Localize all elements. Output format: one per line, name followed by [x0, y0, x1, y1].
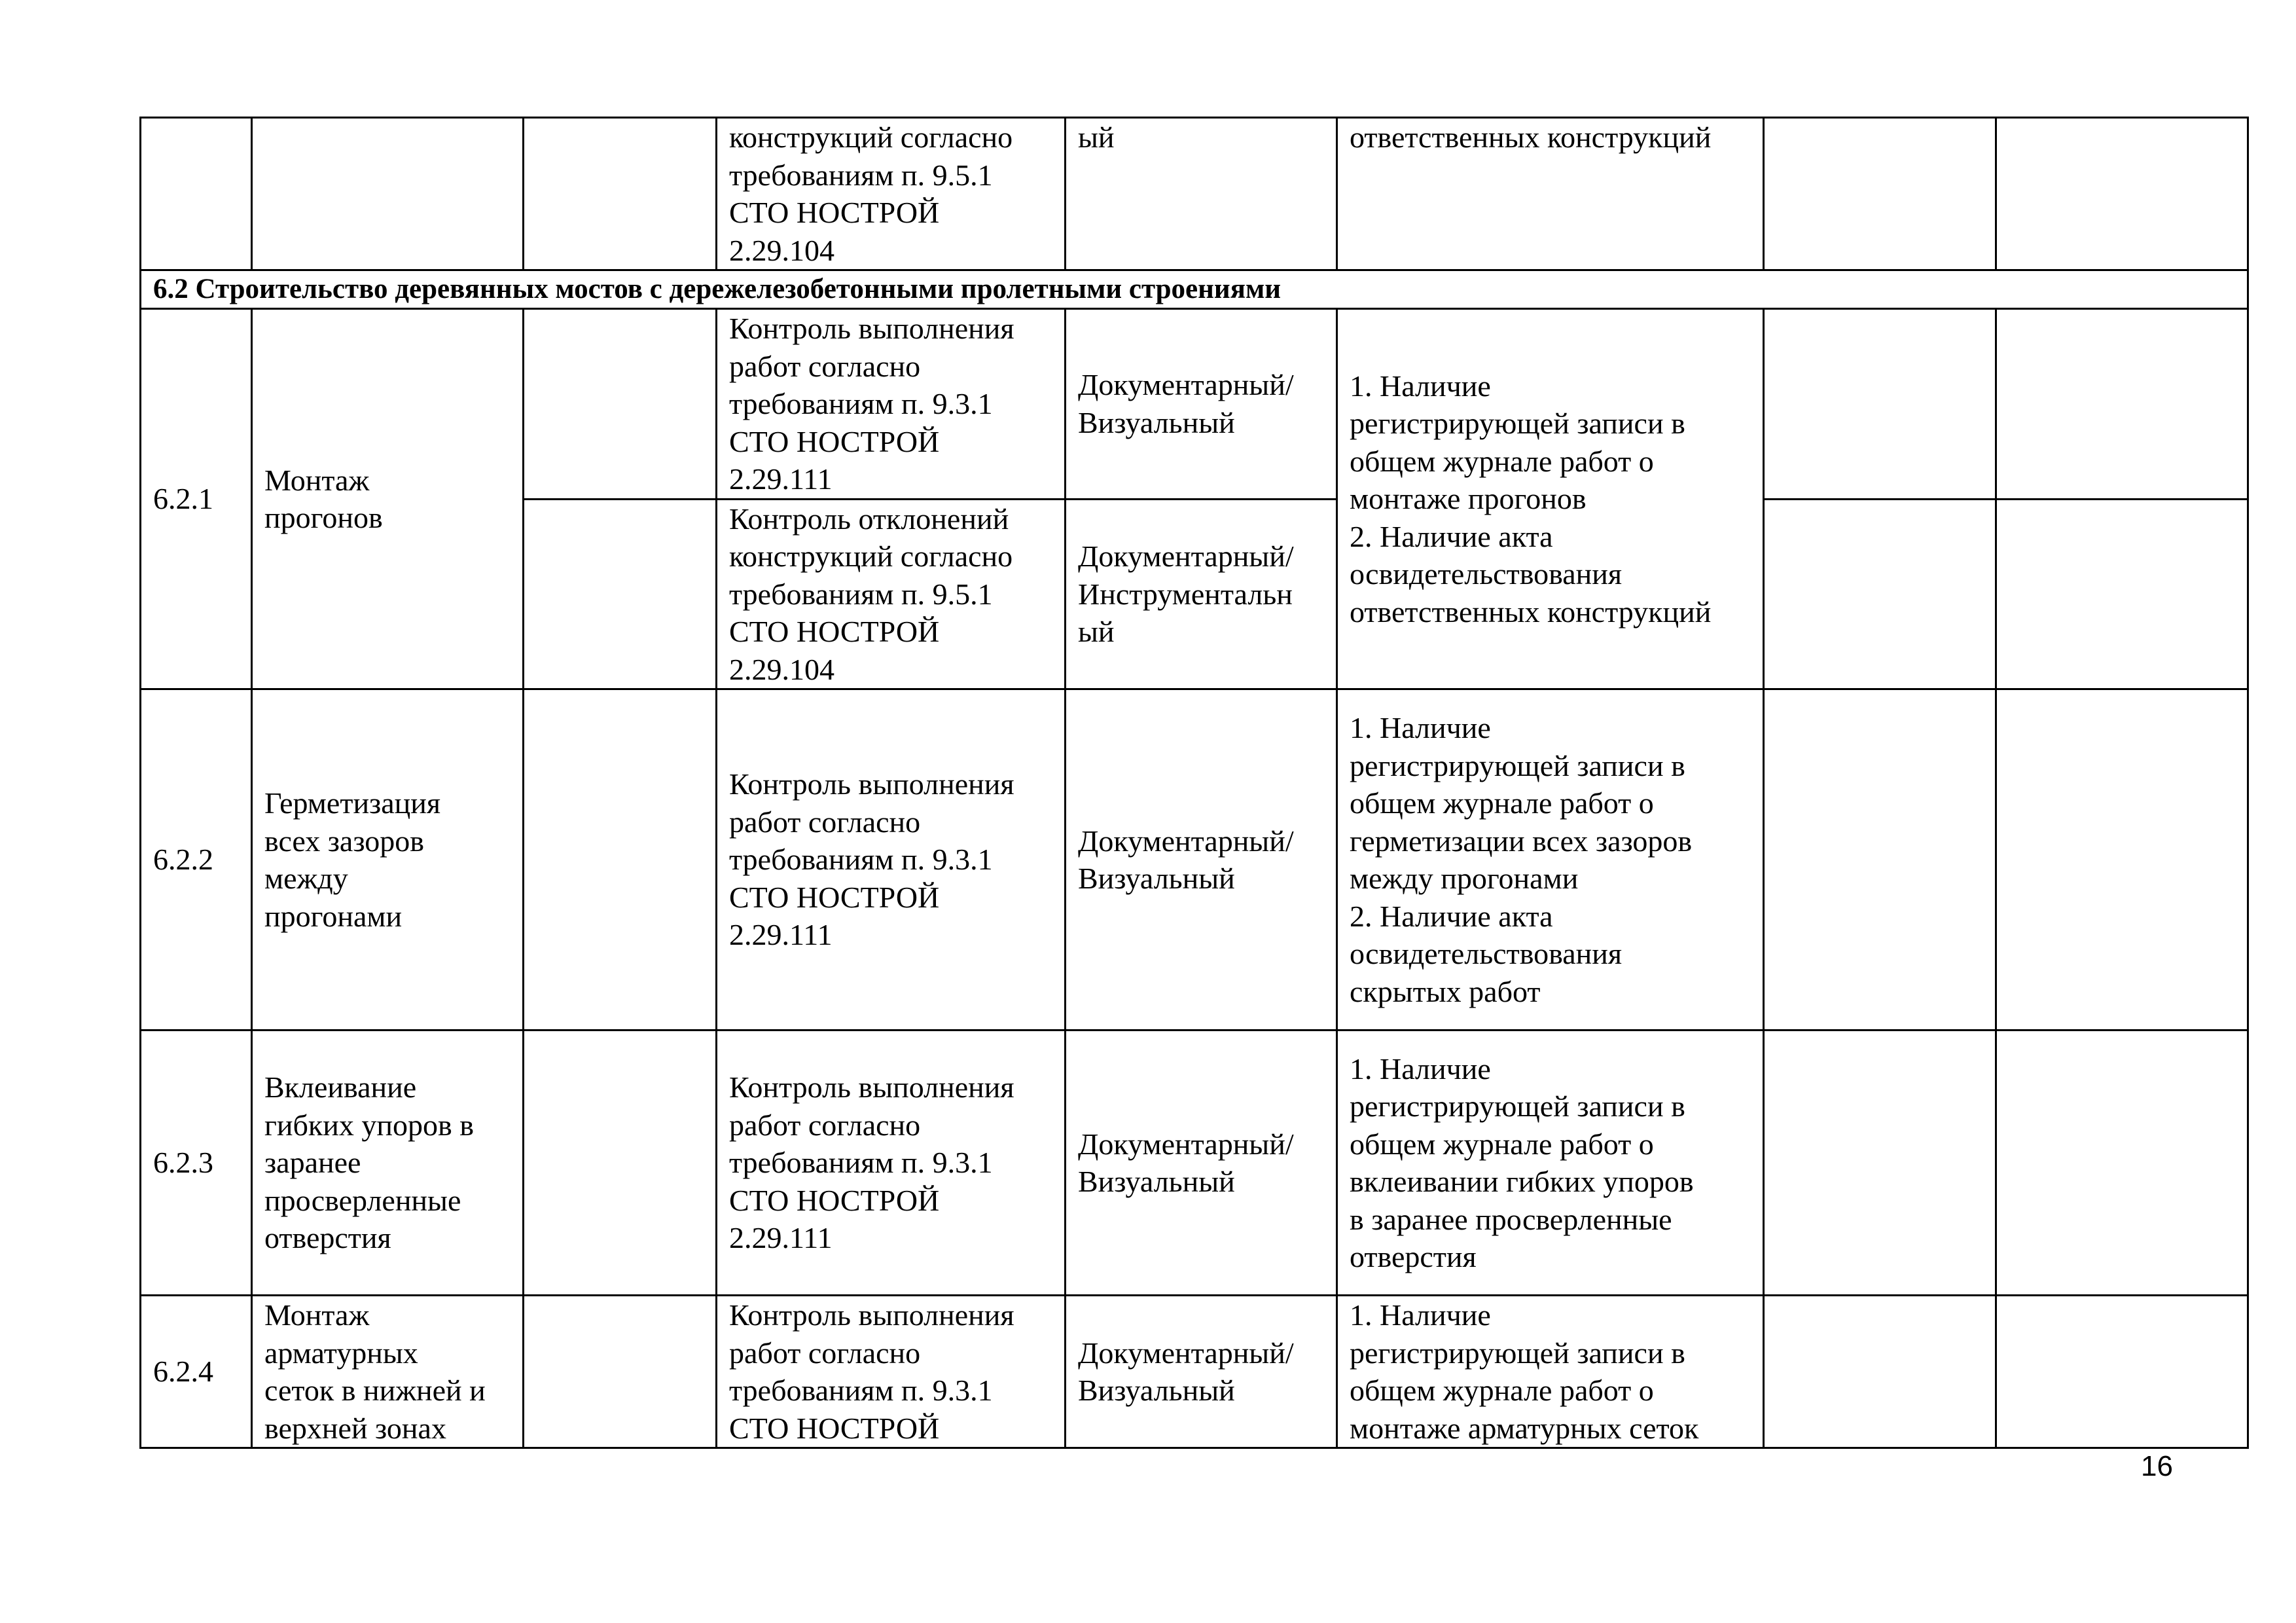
section-heading: 6.2 Строительство деревянных мостов с дережелезобетонными пролетными строениями	[141, 270, 2248, 309]
cell-empty	[1764, 118, 1996, 270]
cell-documents: ответственных конструкций	[1337, 118, 1764, 270]
control-object: Контроль отклонений конструкций согласно требованиям п. 9.5.1 СТО НОСТРОЙ 2.29.104	[717, 499, 1066, 689]
documents: 1. Наличие регистрирующей записи в общем журнале работ о вклеивании гибких упоров в заранее просверленные отверстия	[1337, 1030, 1764, 1296]
row-number: 6.2.1	[141, 309, 252, 689]
cell-empty	[1764, 499, 1996, 689]
documents: 1. Наличие регистрирующей записи в общем журнале работ о монтаже прогонов 2. Наличие акта освидетельствования ответственных конструкций	[1337, 309, 1764, 689]
cell-empty	[524, 309, 717, 500]
table-row	[141, 689, 2248, 1030]
cell-method: ый	[1066, 118, 1337, 270]
row-number: 6.2.2	[141, 689, 252, 1030]
cell-empty	[1764, 689, 1996, 1030]
control-method: Документарный/ Визуальный	[1066, 1296, 1337, 1448]
documents: 1. Наличие регистрирующей записи в общем журнале работ о монтаже арматурных сеток	[1337, 1296, 1764, 1448]
cell-empty	[1764, 1030, 1996, 1296]
cell-empty	[1996, 118, 2248, 270]
documents: 1. Наличие регистрирующей записи в общем журнале работ о герметизации всех зазоров между прогонами 2. Наличие акта освидетельствования скрытых работ	[1337, 689, 1764, 1030]
work-name: Герметизация всех зазоров между прогонами	[252, 689, 524, 1030]
cell-num	[141, 118, 252, 270]
cell-work	[252, 118, 524, 270]
page-number: 16	[2141, 1450, 2173, 1482]
work-name: Вклеивание гибких упоров в заранее просверленные отверстия	[252, 1030, 524, 1296]
work-name: Монтаж арматурных сеток в нижней и верхней зонах	[252, 1296, 524, 1448]
control-table	[139, 117, 2249, 1449]
control-method: Документарный/ Инструментальн ый	[1066, 499, 1337, 689]
work-name: Монтаж прогонов	[252, 309, 524, 689]
control-method: Документарный/ Визуальный	[1066, 309, 1337, 500]
control-object: Контроль выполнения работ согласно требованиям п. 9.3.1 СТО НОСТРОЙ	[717, 1296, 1066, 1448]
row-number: 6.2.4	[141, 1296, 252, 1448]
control-object: Контроль выполнения работ согласно требованиям п. 9.3.1 СТО НОСТРОЙ 2.29.111	[717, 689, 1066, 1030]
cell-empty	[524, 118, 717, 270]
cell-empty	[524, 1030, 717, 1296]
cell-control-object: конструкций согласно требованиям п. 9.5.1 СТО НОСТРОЙ 2.29.104	[717, 118, 1066, 270]
table-row	[141, 1296, 2248, 1448]
cell-empty	[524, 1296, 717, 1448]
cell-empty	[1996, 1296, 2248, 1448]
cell-empty	[1996, 1030, 2248, 1296]
control-method: Документарный/ Визуальный	[1066, 689, 1337, 1030]
cell-empty	[524, 499, 717, 689]
control-method: Документарный/ Визуальный	[1066, 1030, 1337, 1296]
section-heading-row	[141, 270, 2248, 309]
cell-empty	[1996, 689, 2248, 1030]
cell-empty	[524, 689, 717, 1030]
cell-empty	[1996, 499, 2248, 689]
cell-empty	[1764, 309, 1996, 500]
control-object: Контроль выполнения работ согласно требованиям п. 9.3.1 СТО НОСТРОЙ 2.29.111	[717, 1030, 1066, 1296]
table-row	[141, 309, 2248, 500]
control-object: Контроль выполнения работ согласно требованиям п. 9.3.1 СТО НОСТРОЙ 2.29.111	[717, 309, 1066, 500]
row-number: 6.2.3	[141, 1030, 252, 1296]
table-row-continuation	[141, 118, 2248, 270]
table-row	[141, 1030, 2248, 1296]
cell-empty	[1764, 1296, 1996, 1448]
cell-empty	[1996, 309, 2248, 500]
